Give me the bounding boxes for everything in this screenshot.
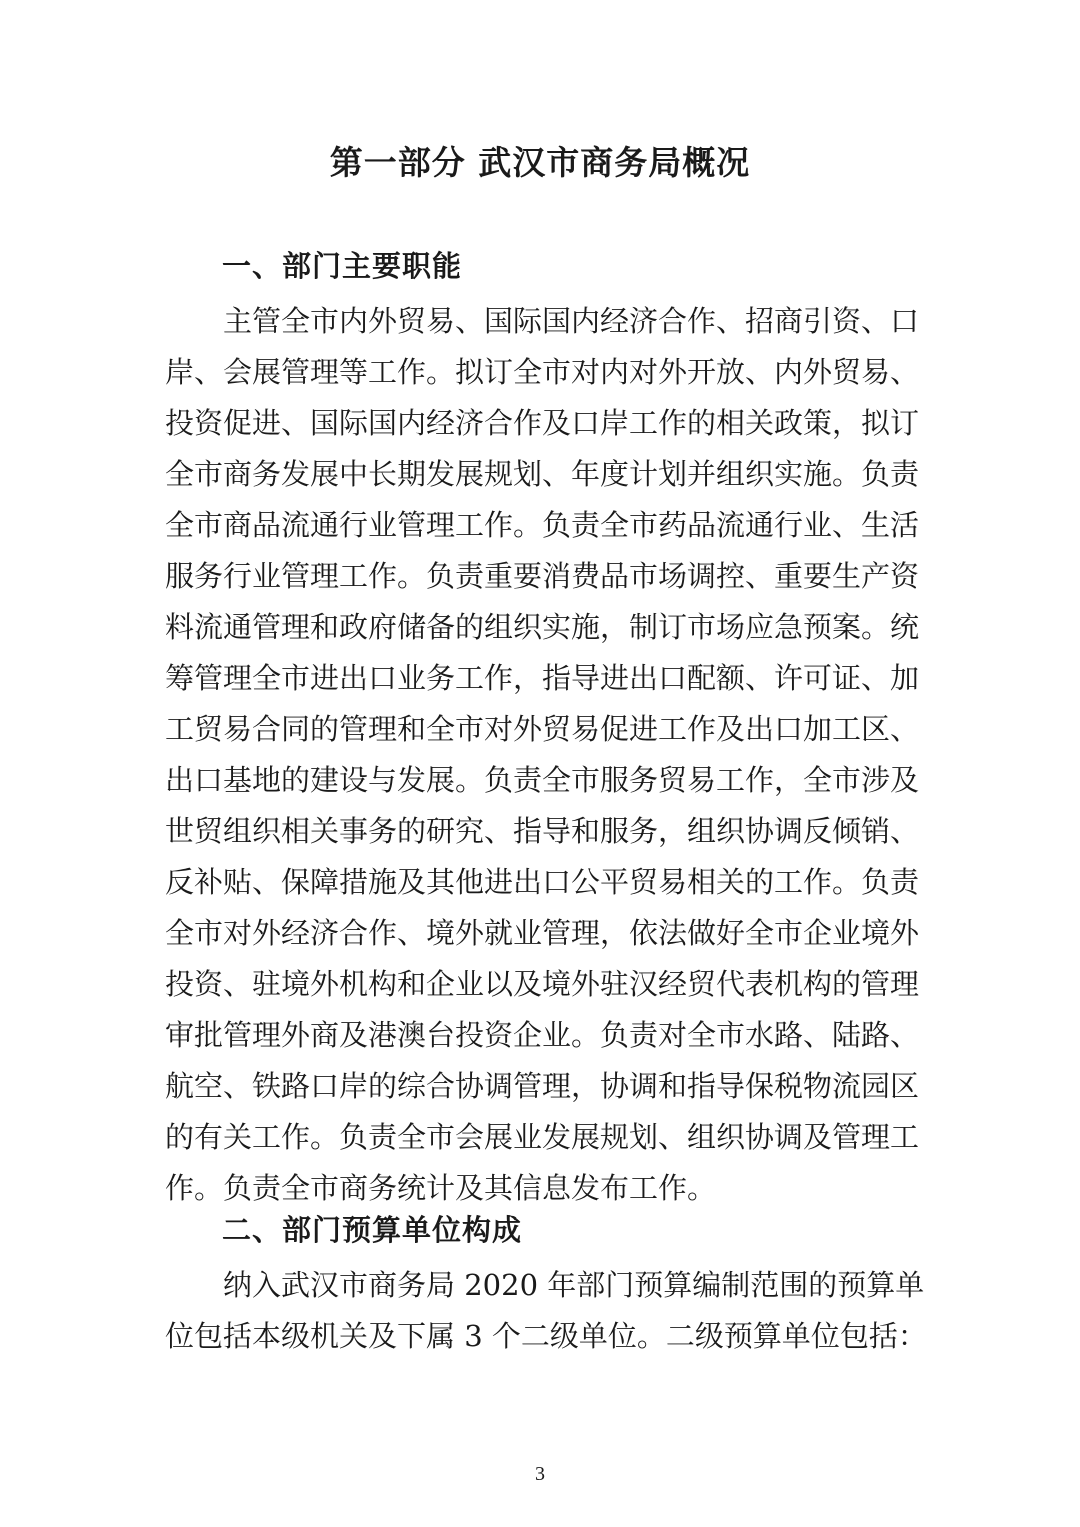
paragraph-line: 工贸易合同的管理和全市对外贸易促进工作及出口加工区、 xyxy=(165,712,920,746)
paragraph-line: 全市商品流通行业管理工作。负责全市药品流通行业、生活 xyxy=(165,508,920,542)
paragraph-line: 审批管理外商及港澳台投资企业。负责对全市水路、陆路、 xyxy=(165,1018,920,1052)
paragraph-line: 全市商务发展中长期发展规划、年度计划并组织实施。负责 xyxy=(165,457,920,491)
paragraph-line: 出口基地的建设与发展。负责全市服务贸易工作，全市涉及 xyxy=(165,763,920,797)
section-heading-main-functions: 一、部门主要职能 xyxy=(222,249,463,283)
section-heading-budget-units: 二、部门预算单位构成 xyxy=(222,1213,523,1247)
page-title: 第一部分 武汉市商务局概况 xyxy=(329,143,751,182)
paragraph-line: 服务行业管理工作。负责重要消费品市场调控、重要生产资 xyxy=(165,559,920,593)
paragraph-line: 位包括本级机关及下属 3 个二级单位。二级预算单位包括： xyxy=(165,1319,927,1353)
paragraph-line: 料流通管理和政府储备的组织实施，制订市场应急预案。统 xyxy=(165,610,920,644)
paragraph-line: 主管全市内外贸易、国际国内经济合作、招商引资、口 xyxy=(223,304,920,338)
paragraph-budget-units xyxy=(165,1260,927,1362)
paragraph-line: 全市对外经济合作、境外就业管理，依法做好全市企业境外 xyxy=(165,916,920,950)
paragraph-line: 投资促进、国际国内经济合作及口岸工作的相关政策，拟订 xyxy=(165,406,920,440)
paragraph-line: 投资、驻境外机构和企业以及境外驻汉经贸代表机构的管理 xyxy=(165,967,920,1001)
paragraph-line: 反补贴、保障措施及其他进出口公平贸易相关的工作。负责 xyxy=(165,865,920,899)
paragraph-line: 纳入武汉市商务局 2020 年部门预算编制范围的预算单 xyxy=(223,1268,925,1302)
paragraph-main-functions xyxy=(165,296,920,1214)
paragraph-line: 世贸组织相关事务的研究、指导和服务，组织协调反倾销、 xyxy=(165,814,920,848)
paragraph-line: 岸、会展管理等工作。拟订全市对内对外开放、内外贸易、 xyxy=(165,355,920,389)
paragraph-line: 作。负责全市商务统计及其信息发布工作。 xyxy=(165,1171,717,1205)
paragraph-line: 的有关工作。负责全市会展业发展规划、组织协调及管理工 xyxy=(165,1120,920,1154)
page-number: 3 xyxy=(535,1463,545,1485)
paragraph-line: 航空、铁路口岸的综合协调管理，协调和指导保税物流园区 xyxy=(165,1069,920,1103)
paragraph-line: 筹管理全市进出口业务工作，指导进出口配额、许可证、加 xyxy=(165,661,920,695)
